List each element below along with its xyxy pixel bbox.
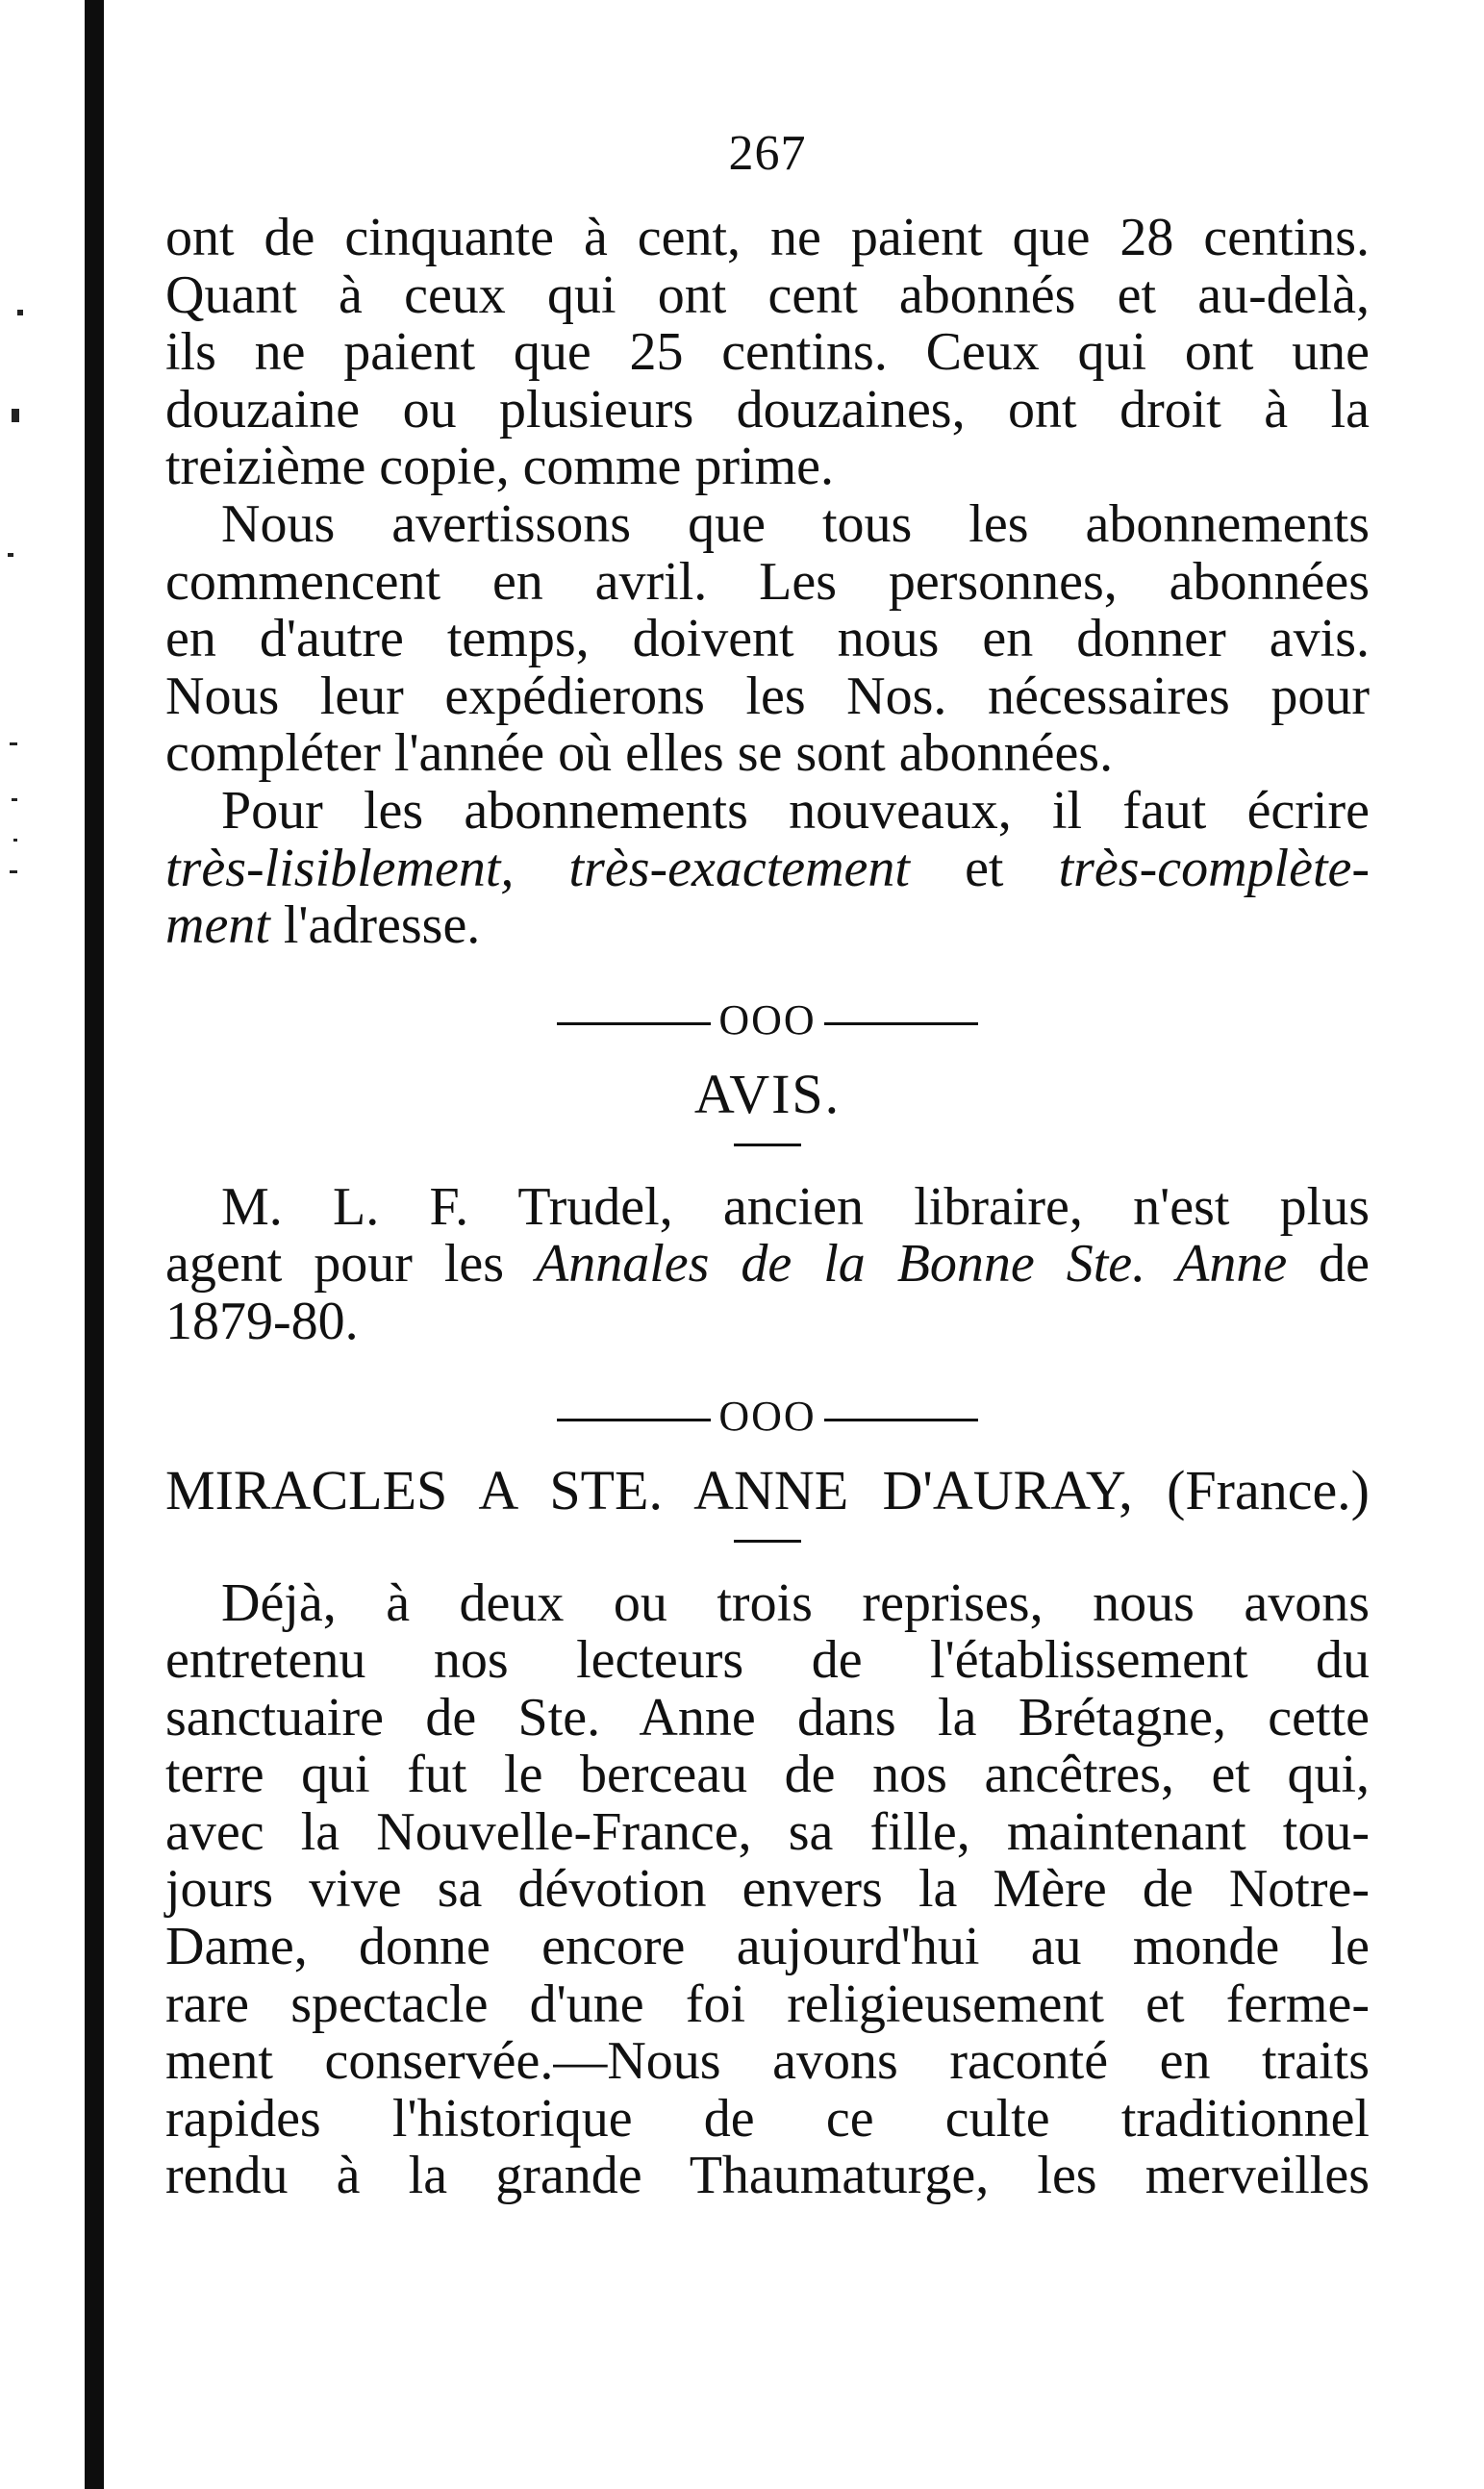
- text-line: compléter l'année où elles se sont abonnées.: [165, 723, 1114, 784]
- heading-rule: [734, 1144, 801, 1146]
- italic-text: très-exactement: [568, 838, 910, 898]
- page-number: 267: [728, 126, 807, 181]
- text-line: en d'autre temps, doivent nous en donner avis.: [165, 609, 1370, 669]
- paragraph-avis: [165, 1176, 1371, 1351]
- text-line: douzaine ou plusieurs douzaines, ont droit à la: [165, 379, 1370, 440]
- page-content: [165, 125, 1370, 2205]
- plain-text: l'adresse.: [269, 895, 481, 956]
- italic-text: très-lisiblement,: [165, 838, 515, 898]
- text-line: sanctuaire de Ste. Anne dans la Brétagne, cette: [165, 1687, 1370, 1747]
- separator-rule: [824, 1419, 978, 1421]
- separator-ornament: OOO: [718, 1392, 817, 1440]
- text-line-mixed: [165, 838, 1370, 898]
- italic-text: très-complète-: [1058, 838, 1370, 898]
- paragraph-miracles: [165, 1572, 1370, 2206]
- miracles-heading: MIRACLES A STE. ANNE D'AURAY, (France.): [165, 1458, 1370, 1521]
- italic-text: Annales de la Bonne Ste. Anne: [536, 1234, 1288, 1295]
- text-line: Pour les abonnements nouveaux, il faut écrire: [221, 780, 1370, 841]
- separator-rule: [557, 1419, 711, 1421]
- text-line: 1879-80.: [165, 1291, 359, 1351]
- text-line: ment conservée.—Nous avons raconté en traits: [165, 2031, 1370, 2092]
- text-line-mixed: [165, 897, 1370, 955]
- plain-text: et: [965, 838, 1004, 898]
- paragraph-subscription-notice: [165, 493, 1370, 784]
- paragraph-subscription-rates: [165, 210, 1370, 496]
- text-line: commencent en avril. Les personnes, abonnées: [165, 551, 1370, 612]
- text-line: treizième copie, comme prime.: [165, 437, 835, 497]
- book-spine-shadow: [85, 0, 104, 2489]
- paragraph-address-instructions: [165, 780, 1370, 956]
- italic-text: ment: [165, 895, 270, 956]
- text-line: Nous avertissons que tous les abonnements: [221, 493, 1370, 554]
- text-line: avec la Nouvelle-France, sa fille, maintenant tou-: [165, 1801, 1370, 1862]
- heading-rule: [734, 1540, 801, 1543]
- text-line: rare spectacle d'une foi religieusement et ferme-: [165, 1974, 1370, 2034]
- text-line: Nous leur expédierons les Nos. nécessaires pour: [165, 666, 1370, 726]
- text-line: Quant à ceux qui ont cent abonnés et au-delà,: [165, 264, 1370, 325]
- separator-ornament: OOO: [718, 995, 817, 1043]
- separator-rule: [824, 1022, 978, 1025]
- separator-rule: [557, 1022, 711, 1025]
- text-line: ils ne paient que 25 centins. Ceux qui ont une: [165, 322, 1370, 383]
- section-separator: [165, 1388, 1370, 1446]
- text-line: Dame, donne encore aujourd'hui au monde le: [165, 1917, 1370, 1977]
- plain-text: de: [1287, 1234, 1371, 1295]
- text-line: M. L. F. Trudel, ancien libraire, n'est plus: [221, 1176, 1370, 1237]
- text-line: Déjà, à deux ou trois reprises, nous avons: [221, 1572, 1370, 1633]
- text-line: entretenu nos lecteurs de l'établissement du: [165, 1630, 1370, 1691]
- section-separator: [165, 992, 1370, 1049]
- text-line: terre qui fut le berceau de nos ancêtres, et qui,: [165, 1745, 1370, 1805]
- plain-text: agent pour les: [165, 1234, 537, 1295]
- text-line: rendu à la grande Thaumaturge, les merveilles: [165, 2146, 1370, 2206]
- text-line: rapides l'historique de ce culte traditionnel: [165, 2088, 1370, 2149]
- avis-heading: AVIS.: [693, 1062, 842, 1125]
- text-line: ont de cinquante à cent, ne paient que 28 centins.: [165, 208, 1370, 267]
- text-line: jours vive sa dévotion envers la Mère de Notre-: [165, 1859, 1370, 1920]
- text-line-mixed: [165, 1236, 1370, 1294]
